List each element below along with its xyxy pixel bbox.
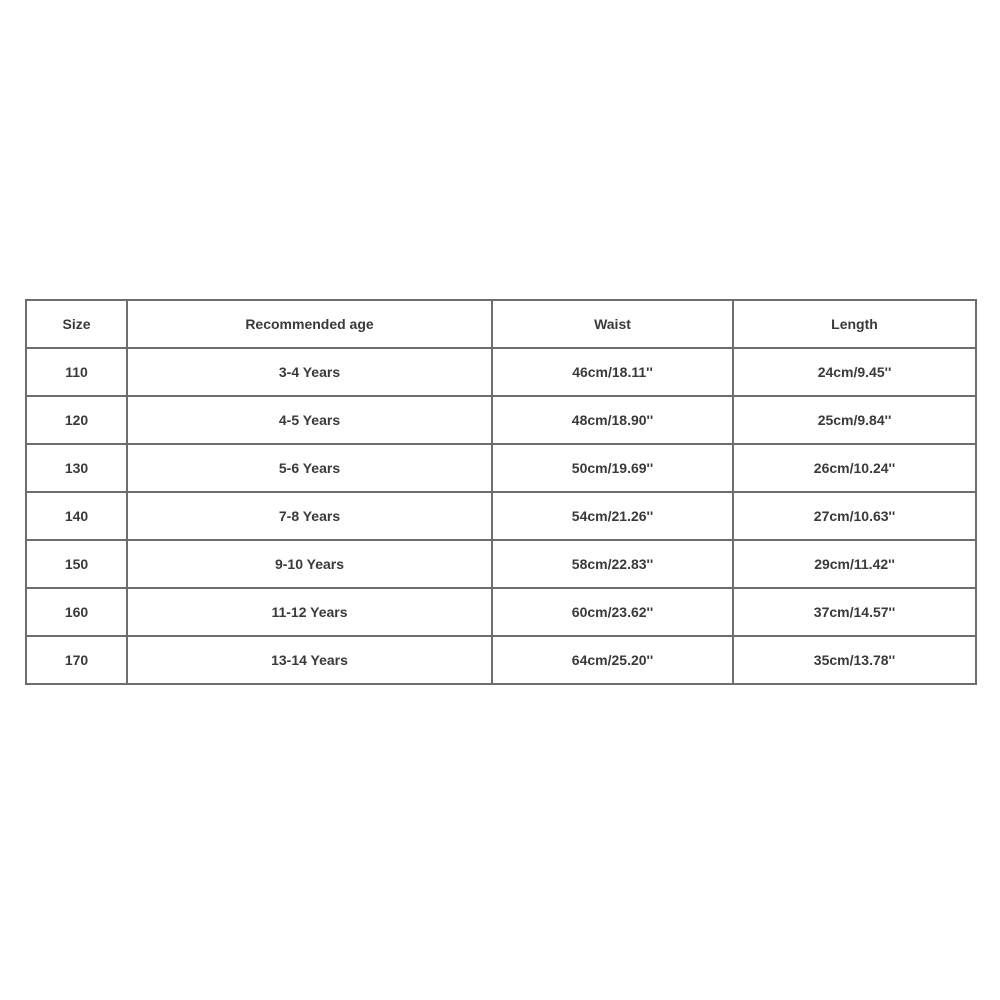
cell-length: 26cm/10.24'' xyxy=(733,444,976,492)
cell-waist: 50cm/19.69'' xyxy=(492,444,733,492)
cell-length: 35cm/13.78'' xyxy=(733,636,976,684)
header-length: Length xyxy=(733,300,976,348)
cell-recommended-age: 11-12 Years xyxy=(127,588,492,636)
cell-size: 120 xyxy=(26,396,127,444)
cell-length: 27cm/10.63'' xyxy=(733,492,976,540)
cell-recommended-age: 3-4 Years xyxy=(127,348,492,396)
table-row xyxy=(26,492,976,540)
cell-length: 37cm/14.57'' xyxy=(733,588,976,636)
cell-size: 170 xyxy=(26,636,127,684)
cell-recommended-age: 13-14 Years xyxy=(127,636,492,684)
cell-length: 29cm/11.42'' xyxy=(733,540,976,588)
cell-waist: 46cm/18.11'' xyxy=(492,348,733,396)
size-chart-table xyxy=(25,299,977,685)
table-row xyxy=(26,396,976,444)
cell-size: 140 xyxy=(26,492,127,540)
cell-size: 160 xyxy=(26,588,127,636)
cell-recommended-age: 7-8 Years xyxy=(127,492,492,540)
table-row xyxy=(26,348,976,396)
table-row xyxy=(26,636,976,684)
table-row xyxy=(26,444,976,492)
cell-length: 25cm/9.84'' xyxy=(733,396,976,444)
cell-recommended-age: 5-6 Years xyxy=(127,444,492,492)
table-row xyxy=(26,588,976,636)
cell-waist: 64cm/25.20'' xyxy=(492,636,733,684)
header-waist: Waist xyxy=(492,300,733,348)
cell-waist: 48cm/18.90'' xyxy=(492,396,733,444)
cell-size: 130 xyxy=(26,444,127,492)
cell-recommended-age: 4-5 Years xyxy=(127,396,492,444)
cell-waist: 58cm/22.83'' xyxy=(492,540,733,588)
cell-size: 110 xyxy=(26,348,127,396)
cell-recommended-age: 9-10 Years xyxy=(127,540,492,588)
cell-waist: 60cm/23.62'' xyxy=(492,588,733,636)
header-recommended-age: Recommended age xyxy=(127,300,492,348)
cell-waist: 54cm/21.26'' xyxy=(492,492,733,540)
header-row xyxy=(26,300,976,348)
cell-length: 24cm/9.45'' xyxy=(733,348,976,396)
cell-size: 150 xyxy=(26,540,127,588)
header-size: Size xyxy=(26,300,127,348)
table-row xyxy=(26,540,976,588)
